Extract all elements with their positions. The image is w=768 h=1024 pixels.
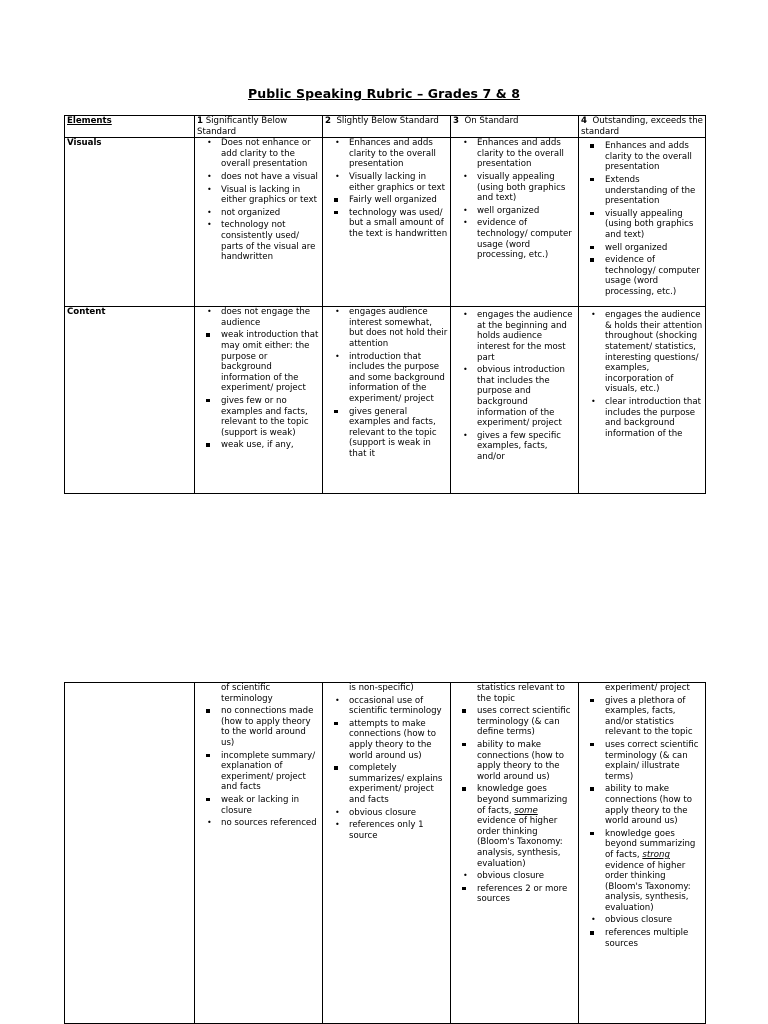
continued-level-3-list-square-2 — [453, 884, 576, 905]
level-3-label: On Standard — [464, 116, 519, 126]
level-4-header — [579, 116, 706, 138]
visuals-level-3-cell — [451, 138, 579, 307]
knowledge-text-rest: evidence of higher order thinking (Bloom's Taxonomy: analysis, synthesis, evaluation) — [605, 860, 691, 913]
continued-level-4-cell — [579, 683, 706, 1024]
continued-level-4-list — [581, 683, 703, 913]
list-item: visually appealing (using both graphics and text) — [605, 209, 703, 241]
content-label-cell — [65, 307, 195, 494]
list-item: references 2 or more sources — [477, 884, 576, 905]
continued-level-1-list-dot — [197, 818, 320, 829]
list-item: no connections made (how to apply theory to the world around us) — [221, 706, 320, 748]
rubric-table-page-2 — [64, 682, 706, 1024]
content-level-2-cell — [323, 307, 451, 494]
list-item: • engages audience interest somewhat, but does not hold their attention — [349, 307, 448, 349]
list-item: Enhances and adds clarity to the overall presentation — [605, 141, 703, 173]
header-row — [65, 116, 706, 138]
continued-level-2-cell — [323, 683, 451, 1024]
list-item: gives few or no examples and facts, relevant to the topic (support is weak) — [221, 396, 320, 438]
level-3-header — [451, 116, 579, 138]
list-item: references multiple sources — [605, 928, 703, 949]
document-title: Public Speaking Rubric – Grades 7 & 8 — [247, 86, 521, 101]
content-level-1-cell — [195, 307, 323, 494]
list-item: • occasional use of scientific terminology — [349, 696, 448, 717]
list-item: • Enhances and adds clarity to the overall presentation — [349, 138, 448, 170]
list-item: • references only 1 source — [349, 820, 448, 841]
level-4-label: Outstanding, exceeds the standard — [581, 116, 703, 137]
emphasis-word: some — [514, 805, 538, 816]
content-level-4-list — [581, 310, 703, 439]
list-item: • obvious closure — [477, 871, 576, 882]
list-item-continued: experiment/ project — [605, 683, 690, 693]
content-row — [65, 307, 706, 494]
list-item: completely summarizes/ explains experiment/ project and facts — [349, 763, 448, 805]
list-item-continued: of scientific terminology — [221, 683, 273, 704]
rubric-table-page-1 — [64, 115, 706, 494]
list-item: • Visually lacking in either graphics or text — [349, 172, 448, 193]
list-item: • technology not consistently used/ parts of the visual are handwritten — [221, 220, 320, 262]
continued-level-1-cell — [195, 683, 323, 1024]
continued-level-2-list-square — [325, 719, 448, 806]
list-item: • does not engage the audience — [221, 307, 320, 328]
list-item: • obvious closure — [605, 915, 703, 926]
list-item: • engages the audience & holds their attention throughout (shocking statement/ statistics, interesting questions/ examples, incorporation of visuals, etc.) — [605, 310, 703, 395]
visuals-label: Visuals — [67, 138, 102, 149]
content-level-3-cell — [451, 307, 579, 494]
list-item: ability to make connections (how to apply theory to the world around us) — [605, 784, 703, 826]
level-3-number: 3 — [453, 116, 459, 126]
continued-level-4-list-dot — [581, 915, 703, 926]
level-1-number: 1 — [197, 116, 203, 126]
continued-level-4-list-square-2 — [581, 928, 703, 949]
visuals-level-2-list-square — [325, 195, 448, 239]
list-item: well organized — [605, 243, 703, 254]
content-level-1-list-square — [197, 330, 320, 451]
knowledge-text-rest: evidence of higher order thinking (Bloom's Taxonomy: analysis, synthesis, evaluation) — [477, 816, 563, 869]
content-row-continued — [65, 683, 706, 1024]
list-item: Extends understanding of the presentation — [605, 175, 703, 207]
continued-level-2-list-dot — [325, 808, 448, 842]
visuals-label-cell — [65, 138, 195, 307]
content-level-3-list — [453, 310, 576, 462]
list-item: evidence of technology/ computer usage (word processing, etc.) — [605, 255, 703, 297]
list-item: weak or lacking in closure — [221, 795, 320, 816]
list-item: • Visual is lacking in either graphics or text — [221, 185, 320, 206]
list-item: technology was used/ but a small amount of the text is handwritten — [349, 207, 448, 239]
continued-label-cell — [65, 683, 195, 1024]
list-item: incomplete summary/ explanation of experiment/ project and facts — [221, 751, 320, 793]
level-1-label: Significantly Below Standard — [197, 116, 288, 137]
list-item: gives a plethora of examples, facts, and/or statistics relevant to the topic — [605, 696, 703, 738]
list-item: • evidence of technology/ computer usage (word processing, etc.) — [477, 218, 576, 260]
visuals-row — [65, 138, 706, 307]
visuals-level-3-list — [453, 138, 576, 261]
content-level-1-list — [197, 307, 320, 328]
continued-level-3-cell — [451, 683, 579, 1024]
list-item: weak introduction that may omit either: the purpose or background information of the experiment/ project — [221, 330, 319, 394]
list-item: uses correct scientific terminology (& can explain/ illustrate terms) — [605, 740, 703, 782]
visuals-level-4-cell — [579, 138, 706, 307]
list-item-knowledge — [477, 784, 576, 869]
knowledge-text: knowledge goes beyond summarizing of facts, — [605, 828, 696, 860]
list-item: attempts to make connections (how to apply theory to the world around us) — [349, 719, 448, 761]
visuals-level-4-list — [581, 141, 703, 297]
continued-level-2-list — [325, 683, 448, 717]
list-item: • obvious closure — [349, 808, 448, 819]
content-level-2-list — [325, 307, 448, 404]
level-4-number: 4 — [581, 116, 587, 126]
continued-level-3-list-dot — [453, 871, 576, 882]
level-2-number: 2 — [325, 116, 331, 126]
list-item: • gives a few specific examples, facts, and/or — [477, 431, 576, 463]
knowledge-text: knowledge goes beyond summarizing of facts, — [477, 784, 568, 816]
list-item: • introduction that includes the purpose and some background information of the experiment/ project — [349, 352, 448, 405]
list-item: • Does not enhance or add clarity to the overall presentation — [221, 138, 320, 170]
visuals-level-1-cell — [195, 138, 323, 307]
list-item: weak use, if any, — [221, 440, 320, 451]
list-item: • visually appealing (using both graphics and text) — [477, 172, 576, 204]
continued-level-1-list — [197, 683, 320, 816]
visuals-level-2-cell — [323, 138, 451, 307]
level-1-header — [195, 116, 323, 138]
visuals-level-1-list — [197, 138, 320, 263]
content-level-4-cell — [579, 307, 706, 494]
list-item: • no sources referenced — [221, 818, 320, 829]
elements-header — [65, 116, 195, 138]
list-item: • obvious introduction that includes the purpose and background information of the experiment/ project — [477, 365, 576, 429]
list-item-continued: is non-specific) — [349, 683, 414, 693]
list-item: uses correct scientific terminology (& can define terms) — [477, 706, 576, 738]
emphasis-word: strong — [642, 849, 670, 860]
list-item: • clear introduction that includes the purpose and background information of the — [605, 397, 703, 439]
list-item-continued: statistics relevant to the topic — [477, 683, 565, 704]
list-item: gives general examples and facts, relevant to the topic (support is weak in that it — [349, 407, 448, 460]
level-2-header — [323, 116, 451, 138]
content-level-2-list-square — [325, 407, 448, 460]
list-item: • Enhances and adds clarity to the overall presentation — [477, 138, 576, 170]
level-2-label: Slightly Below Standard — [336, 116, 439, 126]
list-item: • not organized — [221, 208, 320, 219]
elements-header-label: Elements — [67, 116, 112, 126]
list-item: Fairly well organized — [349, 195, 448, 206]
list-item: • well organized — [477, 206, 576, 217]
visuals-level-2-list — [325, 138, 448, 193]
content-label: Content — [67, 307, 106, 318]
list-item: ability to make connections (how to apply theory to the world around us) — [477, 740, 576, 782]
list-item: • does not have a visual — [221, 172, 320, 183]
continued-level-3-list — [453, 683, 576, 869]
list-item-knowledge — [605, 829, 703, 914]
list-item: • engages the audience at the beginning and holds audience interest for the most part — [477, 310, 576, 363]
